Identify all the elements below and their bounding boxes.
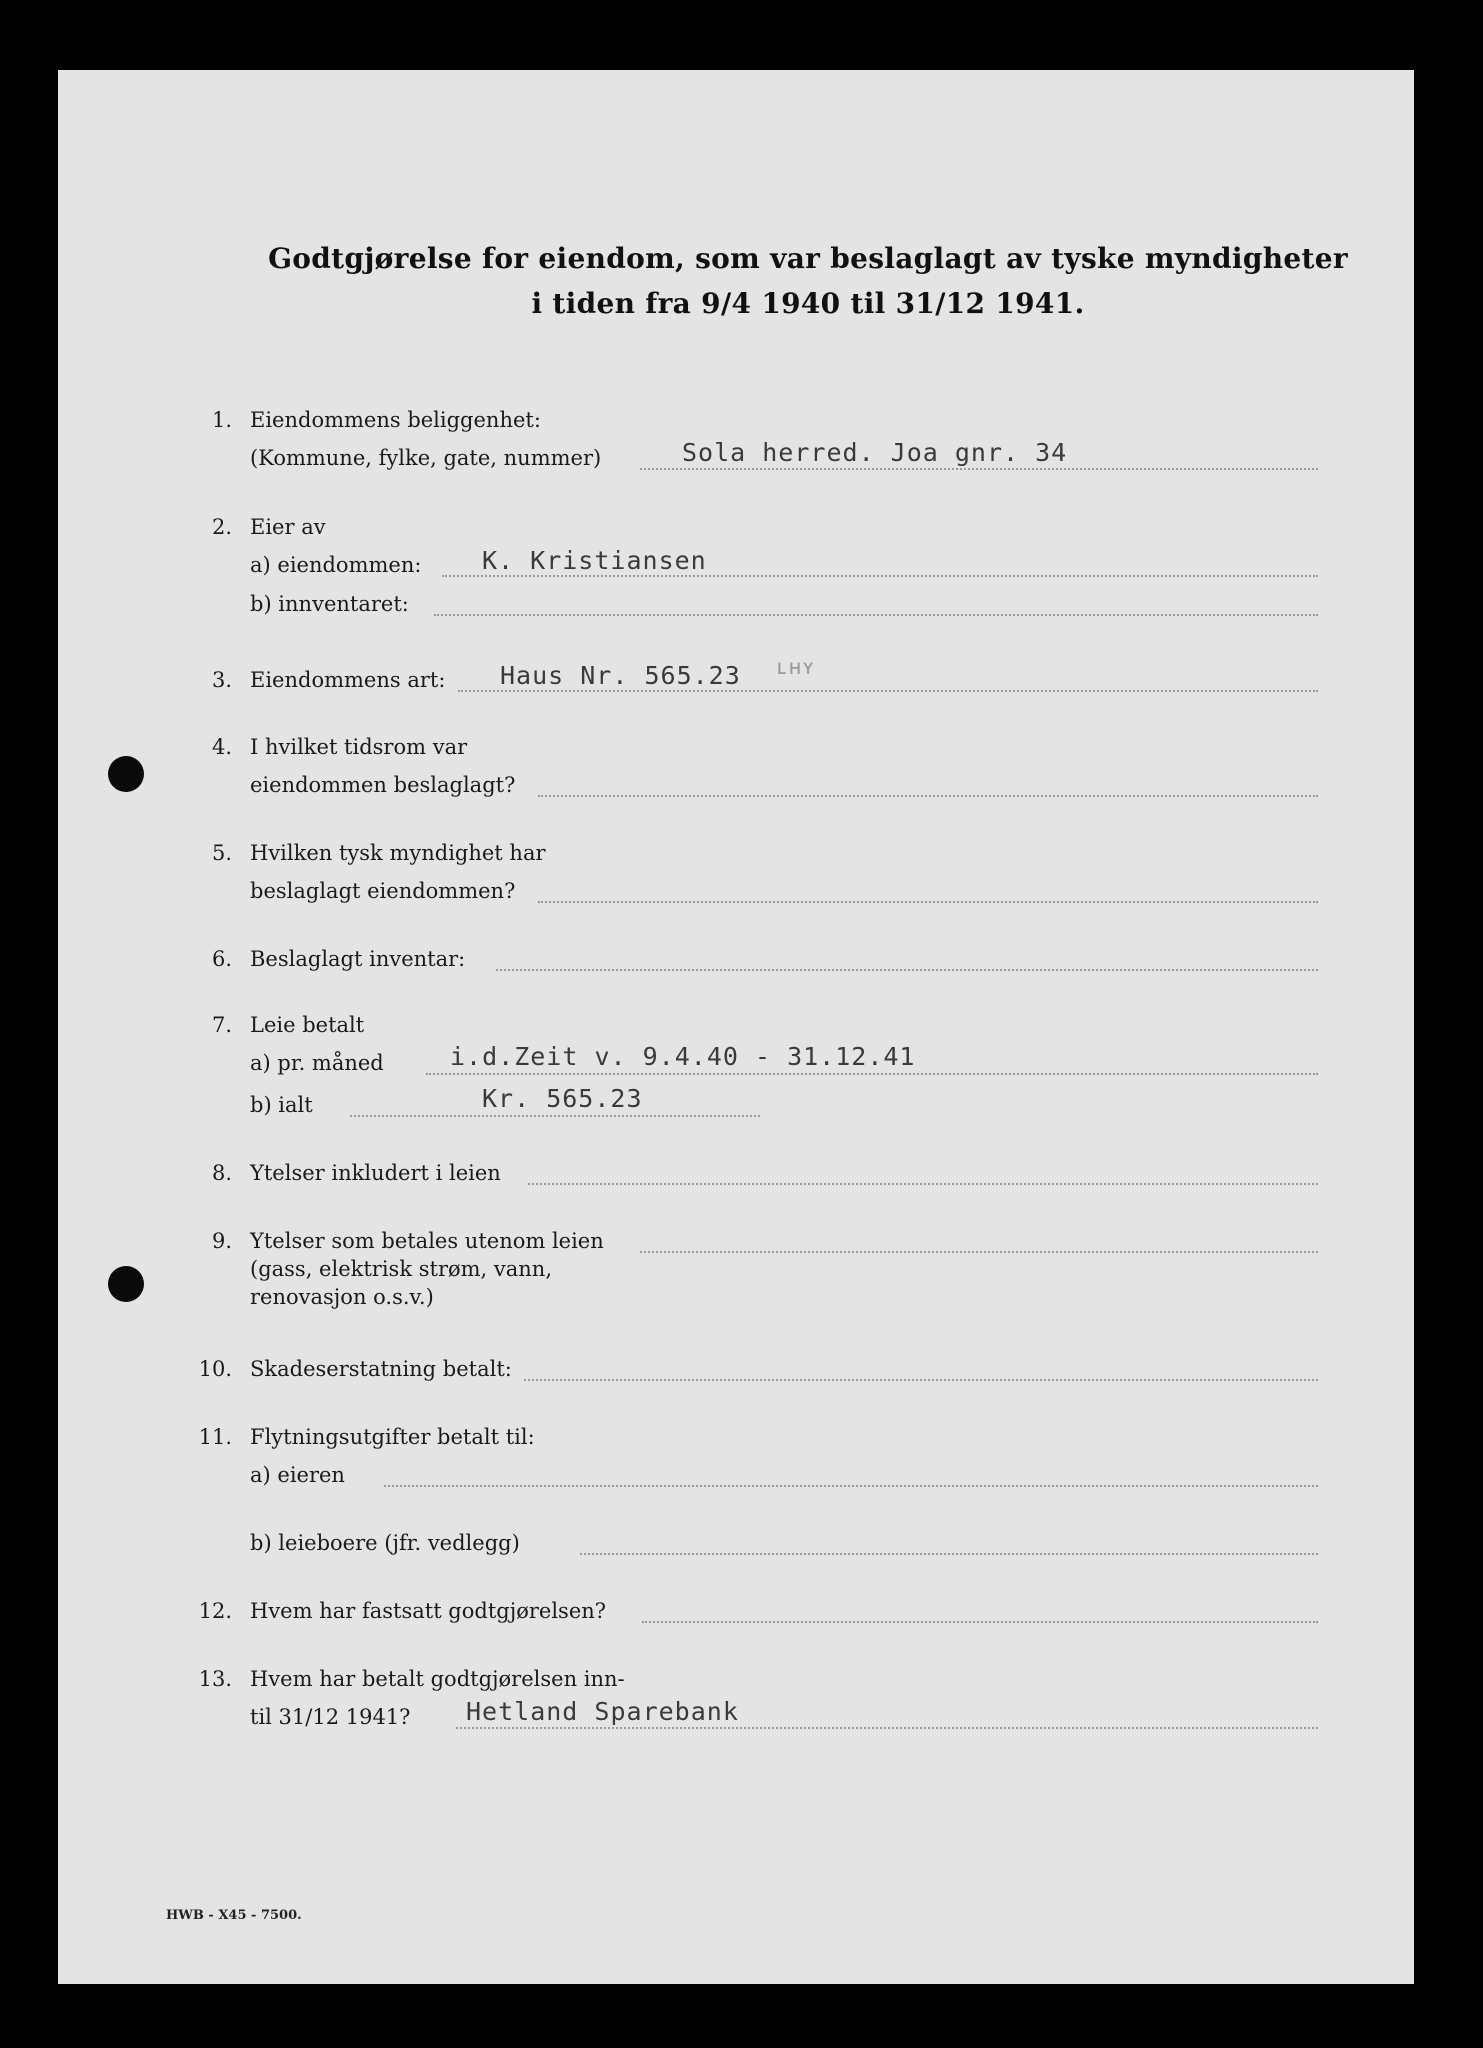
item-7b-line <box>350 1115 760 1117</box>
item-12-line <box>642 1621 1318 1623</box>
form-title-line2: i tiden fra 9/4 1940 til 31/12 1941. <box>531 287 1085 320</box>
item-7-label: Leie betalt <box>250 1013 365 1037</box>
item-2b-line <box>434 614 1318 616</box>
item-9-sub2: renovasjon o.s.v.) <box>250 1285 434 1309</box>
item-5-number: 5. <box>211 841 232 865</box>
item-12-number: 12. <box>198 1599 232 1623</box>
item-1-answer: Sola herred. Joa gnr. 34 <box>682 438 1068 467</box>
item-3-line <box>458 690 1318 692</box>
item-4-number: 4. <box>211 735 232 759</box>
item-7a-line <box>426 1073 1318 1075</box>
item-11a-label: a) eieren <box>250 1463 345 1487</box>
item-13-answer: Hetland Sparebank <box>466 1697 739 1726</box>
item-3-label: Eiendommens art: <box>250 668 446 692</box>
item-9-line <box>640 1251 1318 1253</box>
item-11b-label: b) leieboere (jfr. vedlegg) <box>250 1531 520 1555</box>
item-11-label: Flytningsutgifter betalt til: <box>250 1425 535 1449</box>
item-2-label: Eier av <box>250 515 326 539</box>
item-2b-label: b) innventaret: <box>250 592 409 616</box>
item-9-sub: (gass, elektrisk strøm, vann, <box>250 1257 552 1281</box>
item-10-line <box>524 1379 1318 1381</box>
item-7b-label: b) ialt <box>250 1093 313 1117</box>
form-page <box>58 70 1414 1984</box>
item-4-line <box>538 795 1318 797</box>
item-3-answer-extra: ʟʜʏ <box>776 655 816 679</box>
item-13-line <box>456 1727 1318 1729</box>
item-6-number: 6. <box>211 947 232 971</box>
item-9-label: Ytelser som betales utenom leien <box>250 1229 604 1253</box>
item-4-sub: eiendommen beslaglagt? <box>250 773 516 797</box>
item-2a-label: a) eiendommen: <box>250 553 422 577</box>
item-10-number: 10. <box>198 1357 232 1381</box>
item-11a-line <box>384 1485 1318 1487</box>
item-6-line <box>496 969 1318 971</box>
item-5-sub: beslaglagt eiendommen? <box>250 879 516 903</box>
item-5-label: Hvilken tysk myndighet har <box>250 841 546 865</box>
item-1-number: 1. <box>211 408 232 432</box>
item-2a-line <box>442 575 1318 577</box>
item-5-line <box>538 901 1318 903</box>
item-12-label: Hvem har fastsatt godtgjørelsen? <box>250 1599 607 1623</box>
item-1-label: Eiendommens beliggenhet: <box>250 408 541 432</box>
item-9-number: 9. <box>211 1229 232 1253</box>
item-13-label: Hvem har betalt godtgjørelsen inn- <box>250 1667 625 1691</box>
item-13-number: 13. <box>198 1667 232 1691</box>
form-title-line1: Godtgjørelse for eiendom, som var beslaglagt av tyske myndigheter <box>268 242 1348 275</box>
item-13-sub: til 31/12 1941? <box>250 1705 411 1729</box>
item-6-label: Beslaglagt inventar: <box>250 947 466 971</box>
item-3-answer: Haus Nr. 565.23 <box>500 661 741 690</box>
item-7a-label: a) pr. måned <box>250 1051 384 1075</box>
item-2a-answer: K. Kristiansen <box>482 546 707 575</box>
item-8-line <box>528 1183 1318 1185</box>
item-8-number: 8. <box>211 1161 232 1185</box>
item-7a-answer: i.d.Zeit v. 9.4.40 - 31.12.41 <box>450 1042 916 1071</box>
item-4-label: I hvilket tidsrom var <box>250 735 468 759</box>
punch-hole-bottom <box>108 1266 144 1302</box>
item-3-number: 3. <box>211 668 232 692</box>
item-7b-answer: Kr. 565.23 <box>482 1084 643 1113</box>
item-1-line <box>640 468 1318 470</box>
item-8-label: Ytelser inkludert i leien <box>250 1161 501 1185</box>
item-2-number: 2. <box>211 515 232 539</box>
item-11b-line <box>580 1553 1318 1555</box>
item-11-number: 11. <box>198 1425 232 1449</box>
item-1-sub: (Kommune, fylke, gate, nummer) <box>250 446 602 470</box>
item-7-number: 7. <box>211 1013 232 1037</box>
form-print-code: HWB - X45 - 7500. <box>166 1908 302 1923</box>
punch-hole-top <box>108 756 144 792</box>
item-10-label: Skadeserstatning betalt: <box>250 1357 512 1381</box>
